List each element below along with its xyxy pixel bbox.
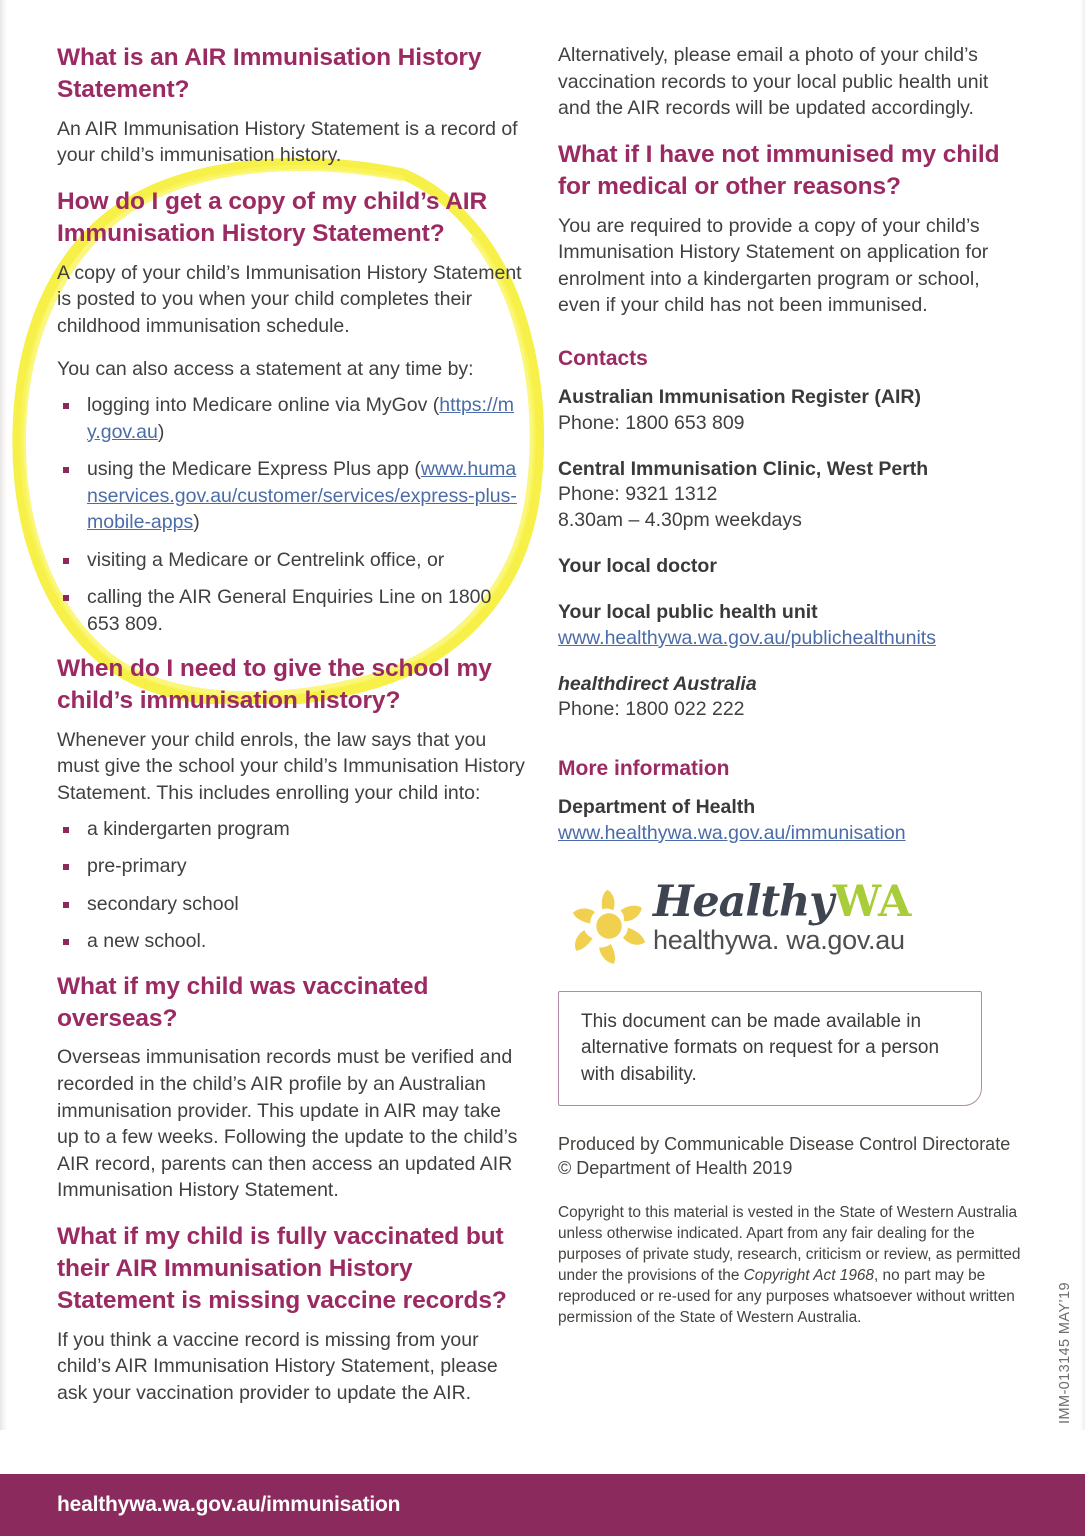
paragraph-not-immunised-reasons: You are required to provide a copy of your child’s Immunisation History Statement on application for enrolment into a kindergarten program or school, even if your child has not been immunised. (558, 214, 989, 317)
contact-name: Australian Immunisation Register (AIR) (558, 385, 921, 408)
heading-missing-vaccine-records: What if my child is fully vaccinated but their AIR Immunisation History Statement is missing vaccine records? (57, 1223, 507, 1314)
copyright-act-title: Copyright Act 1968 (743, 1267, 874, 1285)
footer-band (0, 1474, 1085, 1536)
bullet-text-after: ) (193, 511, 200, 534)
list-item (57, 392, 527, 445)
contact-healthdirect-australia (558, 672, 1026, 724)
copyright-notice (558, 1202, 1028, 1329)
contact-name: Your local public health unit (558, 600, 818, 623)
contact-local-doctor (558, 554, 1026, 580)
contact-phone: Phone: 9321 1312 (558, 483, 718, 506)
link-express-plus-app[interactable]: www.humanservices.gov.au/customer/services/express-plus-mobile-apps (87, 458, 517, 534)
list-item: a kindergarten program (57, 816, 527, 843)
heading-contacts: Contacts (558, 346, 648, 370)
contact-name: Central Immunisation Clinic, West Perth (558, 457, 929, 480)
footer-url[interactable]: healthywa.wa.gov.au/immunisation (57, 1493, 401, 1516)
logo-url: healthywa. wa.gov.au (653, 924, 905, 955)
link-publichealthunits[interactable]: www.healthywa.wa.gov.au/publichealthunits (558, 626, 936, 649)
heading-what-is-air-statement: What is an AIR Immunisation History Statement? (57, 44, 482, 103)
contact-hours: 8.30am – 4.30pm weekdays (558, 509, 802, 532)
list-item (57, 547, 527, 574)
paragraph-how-to-get-copy-2: You can also access a statement at any time by: (57, 358, 474, 381)
bullet-text-before: visiting a Medicare or Centrelink office, or (87, 548, 445, 571)
link-mygov[interactable]: https://my.gov.au (87, 394, 515, 443)
bullet-text-before: using the Medicare Express Plus app ( (87, 458, 421, 481)
heading-more-information: More information (558, 757, 730, 781)
copyright-department-line: © Department of Health 2019 (558, 1158, 793, 1179)
healthywa-logo (558, 876, 1026, 973)
list-item: a new school. (57, 928, 527, 955)
bullet-text-after: ) (157, 420, 165, 443)
organisation-name: Department of Health (558, 796, 756, 819)
paragraph-email-photo: Alternatively, please email a photo of your child’s vaccination records to your local public health unit and the AIR records will be updated accordingly. (558, 44, 989, 120)
copyright-part-2: , no part may be reproduced or re-used for any purposes whatsoever without written permission of the State of Western Australia. (558, 1267, 1015, 1327)
contact-phone: Phone: 1800 022 222 (558, 698, 745, 721)
paragraph-how-to-get-copy-1: A copy of your child’s Immunisation History Statement is posted to you when your child completes their childhood immunisation schedule. (57, 261, 522, 337)
list-item: pre-primary (57, 853, 527, 880)
alternative-formats-notice (558, 991, 982, 1106)
paragraph-when-give-school: Whenever your child enrols, the law says that you must give the school your child’s Immunisation History Statement. This includes enrolling your child into: (57, 728, 525, 805)
produced-by-block (558, 1132, 1026, 1181)
contact-air (558, 385, 1026, 437)
more-info-department-of-health (558, 795, 1026, 847)
produced-by-line: Produced by Communicable Disease Control Directorate (558, 1133, 1011, 1154)
list-item (57, 456, 527, 536)
heading-not-immunised-reasons: What if I have not immunised my child for medical or other reasons? (558, 140, 1000, 200)
contact-local-public-health-unit (558, 600, 1026, 652)
logo-text-group (653, 876, 911, 956)
contact-name: healthdirect Australia (558, 672, 757, 695)
contact-phone: Phone: 1800 653 809 (558, 411, 745, 434)
paragraph-what-is-air-statement: An AIR Immunisation History Statement is a record of your child’s immunisation history. (57, 117, 518, 167)
paragraph-missing-vaccine-records: If you think a vaccine record is missing from your child’s AIR Immunisation History Statement, please ask your vaccination provider to update the AIR. (57, 1328, 498, 1404)
list-enrolment-types (57, 816, 527, 955)
alternative-formats-text: This document can be made available in alternative formats on request for a person with disability. (581, 1010, 940, 1086)
logo-word-wa: WA (832, 876, 911, 927)
contact-central-immunisation-clinic (558, 457, 1026, 535)
list-item (57, 584, 527, 637)
sun-icon (568, 885, 650, 967)
bullet-text-before: logging into Medicare online via MyGov ( (87, 394, 440, 417)
list-access-methods (57, 392, 527, 637)
footer-whitespace (0, 1448, 1085, 1474)
heading-when-give-school: When do I need to give the school my child’s immunisation history? (57, 655, 492, 714)
contact-name: Your local doctor (558, 555, 717, 578)
heading-vaccinated-overseas: What if my child was vaccinated overseas? (57, 972, 429, 1032)
paragraph-vaccinated-overseas: Overseas immunisation records must be verified and recorded in the child’s AIR profile by an Australian immunisation provider. This update in AIR may take up to a few weeks. Following the update to the child’s AIR record, parents can then access an updated AIR Immunisation History Statement. (57, 1046, 518, 1202)
list-item: secondary school (57, 891, 527, 918)
logo-wordmark (653, 876, 911, 927)
logo-word-healthy: Healthy (653, 876, 833, 927)
left-column (57, 42, 527, 1423)
link-healthywa-immunisation[interactable]: www.healthywa.wa.gov.au/immunisation (558, 821, 906, 844)
bullet-text-before: calling the AIR General Enquiries Line on 1800 653 809. (87, 586, 492, 635)
publication-code: IMM-013145 MAY’19 (1057, 1282, 1073, 1424)
heading-how-to-get-copy: How do I get a copy of my child’s AIR Immunisation History Statement? (57, 187, 488, 247)
copyright-part-1: Copyright to this material is vested in the State of Western Australia unless otherwise indicated. Apart from any fair dealing for the purposes of private study, research, criticism or review, as permitted under the provisions of the (558, 1203, 1021, 1285)
right-column (558, 42, 1026, 1329)
